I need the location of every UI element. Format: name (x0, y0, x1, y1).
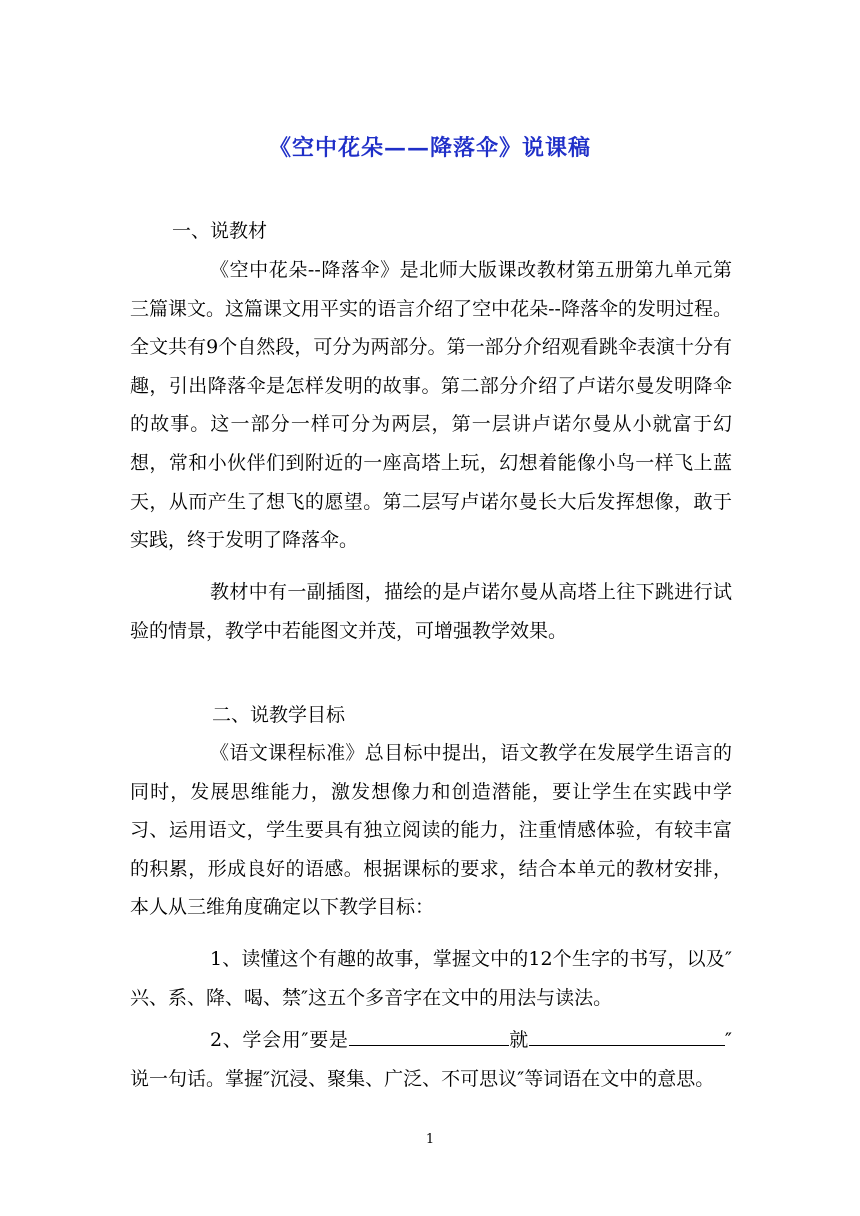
goal-item-1: 1、读懂这个有趣的故事，掌握文中的12个生字的书写，以及″兴、系、降、喝、禁″这五个多音字在文中的用法与读法。 (130, 948, 732, 1009)
fill-in-blank-2 (529, 1025, 725, 1046)
goal-item-2-part-b: 就 (508, 1029, 529, 1051)
goal-item-2-part-c: ″说一句话。掌握″沉浸、聚集、广泛、不可思议″等词语在文中的意思。 (130, 1029, 732, 1090)
goal-item-2-part-a: 2、学会用″要是 (210, 1029, 349, 1051)
document-title: 《空中花朵——降落伞》说课稿 (268, 135, 591, 161)
fill-in-blank-1 (349, 1025, 509, 1046)
paragraph-illustration: 教材中有一副插图，描绘的是卢诺尔曼从高塔上往下跳进行试验的情景，教学中若能图文并茂，可增强教学效果。 (130, 581, 732, 642)
goal-item-2 (130, 1021, 732, 1098)
paragraph-goals-intro: 《语文课程标准》总目标中提出，语文教学在发展学生语言的同时，发展思维能力，激发想像力和创造潜能，要让学生在实践中学习、运用语文，学生要具有独立阅读的能力，注重情感体验，有较丰富的积累，形成良好的语感。根据课标的要求，结合本单元的教材安排，本人从三维角度确定以下教学目标： (130, 742, 732, 919)
page-number: 1 (425, 1132, 435, 1147)
paragraph-textbook-intro: 《空中花朵--降落伞》是北师大版课改教材第五册第九单元第三篇课文。这篇课文用平实的语言介绍了空中花朵--降落伞的发明过程。全文共有9个自然段，可分为两部分。第一部分介绍观看跳伞表演十分有趣，引出降落伞是怎样发明的故事。第二部分介绍了卢诺尔曼发明降伞的故事。这一部分一样可分为两层，第一层讲卢诺尔曼从小就富于幻想，常和小伙伴们到附近的一座高塔上玩，幻想着能像小鸟一样飞上蓝天，从而产生了想飞的愿望。第二层写卢诺尔曼长大后发挥想像，敢于实践，终于发明了降落伞。 (130, 259, 732, 552)
section-heading-textbook: 一、说教材 (172, 220, 268, 242)
section-heading-goals: 二、说教学目标 (212, 704, 346, 726)
